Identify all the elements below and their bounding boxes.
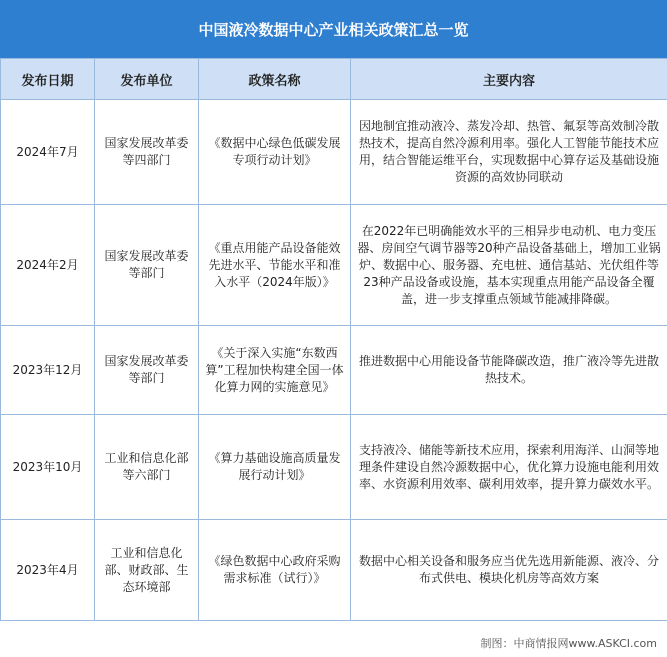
table-row <box>1 205 667 326</box>
cell-date: 2023年10月 <box>1 415 95 520</box>
cell-date: 2024年7月 <box>1 100 95 205</box>
cell-content: 推进数据中心用能设备节能降碳改造，推广液冷等先进散热技术。 <box>351 326 667 415</box>
cell-policy: 《绿色数据中心政府采购需求标准（试行）》 <box>199 520 351 621</box>
table-row <box>1 326 667 415</box>
table-row <box>1 100 667 205</box>
cell-policy: 《算力基础设施高质量发展行动计划》 <box>199 415 351 520</box>
cell-content: 支持液冷、储能等新技术应用，探索利用海洋、山洞等地理条件建设自然冷源数据中心，优化算力设施电能利用效率、水资源利用效率、碳利用效率，提升算力碳效水平。 <box>351 415 667 520</box>
cell-unit: 工业和信息化部等六部门 <box>95 415 199 520</box>
header-unit: 发布单位 <box>95 59 199 100</box>
table-row <box>1 415 667 520</box>
cell-policy: 《重点用能产品设备能效先进水平、节能水平和准入水平（2024年版）》 <box>199 205 351 326</box>
cell-date: 2023年4月 <box>1 520 95 621</box>
cell-content: 数据中心相关设备和服务应当优先选用新能源、液冷、分布式供电、模块化机房等高效方案 <box>351 520 667 621</box>
table-row <box>1 520 667 621</box>
header-date: 发布日期 <box>1 59 95 100</box>
cell-policy: 《关于深入实施“东数西算”工程加快构建全国一体化算力网的实施意见》 <box>199 326 351 415</box>
source-footer: 制图：中商情报网www.ASKCI.com <box>480 637 657 650</box>
cell-unit: 国家发展改革委等部门 <box>95 326 199 415</box>
header-policy: 政策名称 <box>199 59 351 100</box>
cell-content: 在2022年已明确能效水平的三相异步电动机、电力变压器、房间空气调节器等20种产品设备基础上，增加工业锅炉、数据中心、服务器、充电桩、通信基站、光伏组件等23种产品设备或设施，基本实现重点用能产品设备全覆盖，进一步支撑重点领域节能减排降碳。 <box>351 205 667 326</box>
cell-unit: 国家发展改革委等部门 <box>95 205 199 326</box>
table-header-row <box>1 59 667 100</box>
cell-unit: 国家发展改革委等四部门 <box>95 100 199 205</box>
cell-date: 2023年12月 <box>1 326 95 415</box>
page-title: 中国液冷数据中心产业相关政策汇总一览 <box>0 0 667 58</box>
cell-policy: 《数据中心绿色低碳发展专项行动计划》 <box>199 100 351 205</box>
cell-content: 因地制宜推动液冷、蒸发冷却、热管、氟泵等高效制冷散热技术，提高自然冷源利用率。强化人工智能节能技术应用，结合智能运维平台，实现数据中心算存运及基础设施资源的高效协同联动 <box>351 100 667 205</box>
cell-unit: 工业和信息化部、财政部、生态环境部 <box>95 520 199 621</box>
cell-date: 2024年2月 <box>1 205 95 326</box>
header-content: 主要内容 <box>351 59 667 100</box>
policy-table <box>0 58 667 621</box>
